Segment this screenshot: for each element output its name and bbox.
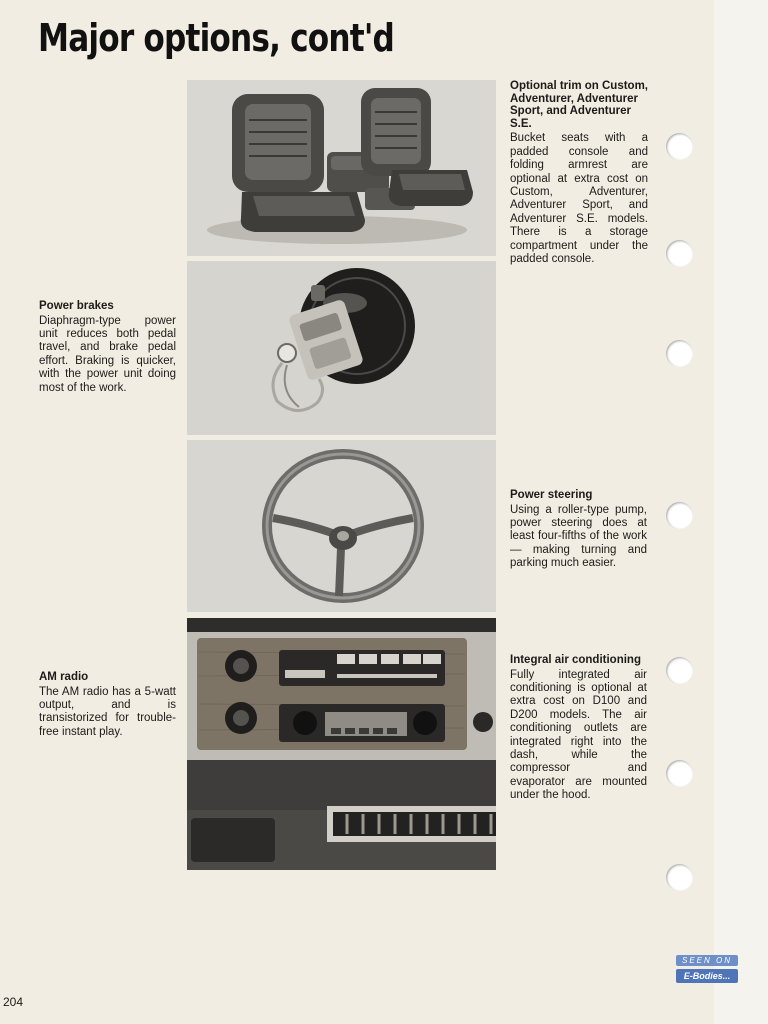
steering-wheel-photo xyxy=(187,440,496,612)
power-steering-block xyxy=(510,489,647,571)
bucket-seats-photo xyxy=(187,80,496,256)
watermark-badge xyxy=(676,955,738,983)
binder-hole-7 xyxy=(666,864,693,891)
power-brakes-title: Power brakes xyxy=(39,300,114,312)
trim-option-title: Optional trim on Custom, Adventurer, Adventurer Sport, and Adventurer S.E. xyxy=(510,80,648,130)
dashboard-radio-photo xyxy=(187,618,496,870)
am-radio-block xyxy=(39,671,176,739)
power-steering-body: Using a roller-type pump, power steering does at least four-fifths of the work — making turning and parking much easier. xyxy=(510,503,647,570)
binder-hole-4 xyxy=(666,502,693,529)
power-brakes-block xyxy=(39,300,176,395)
trim-option-body: Bucket seats with a padded console and folding armrest are optional at extra cost on Custom, Adventurer, Adventurer Sport, and Adventurer S.E. models. There is a storage compartment under the padded console. xyxy=(510,132,648,266)
am-radio-title: AM radio xyxy=(39,671,89,683)
page-title: Major options, cont'd xyxy=(38,16,395,60)
binder-hole-5 xyxy=(666,657,693,684)
page-edge xyxy=(714,0,768,1024)
watermark-line2: E-Bodies... xyxy=(676,969,738,983)
watermark-line1: SEEN ON xyxy=(676,955,738,966)
air-conditioning-block xyxy=(510,654,647,803)
binder-hole-1 xyxy=(666,133,693,160)
binder-hole-2 xyxy=(666,240,693,267)
trim-option-block xyxy=(510,80,648,266)
power-steering-title: Power steering xyxy=(510,489,593,501)
power-brakes-body: Diaphragm-type power unit reduces both pedal travel, and brake pedal effort. Braking is quicker, with the power unit doing most of the work. xyxy=(39,314,176,394)
am-radio-body: The AM radio has a 5-watt output, and is transistorized for trouble-free instant play. xyxy=(39,685,176,738)
binder-hole-3 xyxy=(666,340,693,367)
page-number: 204 xyxy=(3,995,24,1009)
air-conditioning-title: Integral air conditioning xyxy=(510,654,641,666)
air-conditioning-body: Fully integrated air conditioning is optional at extra cost on D100 and D200 models. The air conditioning outlets are integrated right into the dash, while the compressor and evaporator are mounted under the hood. xyxy=(510,668,647,802)
power-brakes-photo xyxy=(187,261,496,435)
binder-hole-6 xyxy=(666,760,693,787)
